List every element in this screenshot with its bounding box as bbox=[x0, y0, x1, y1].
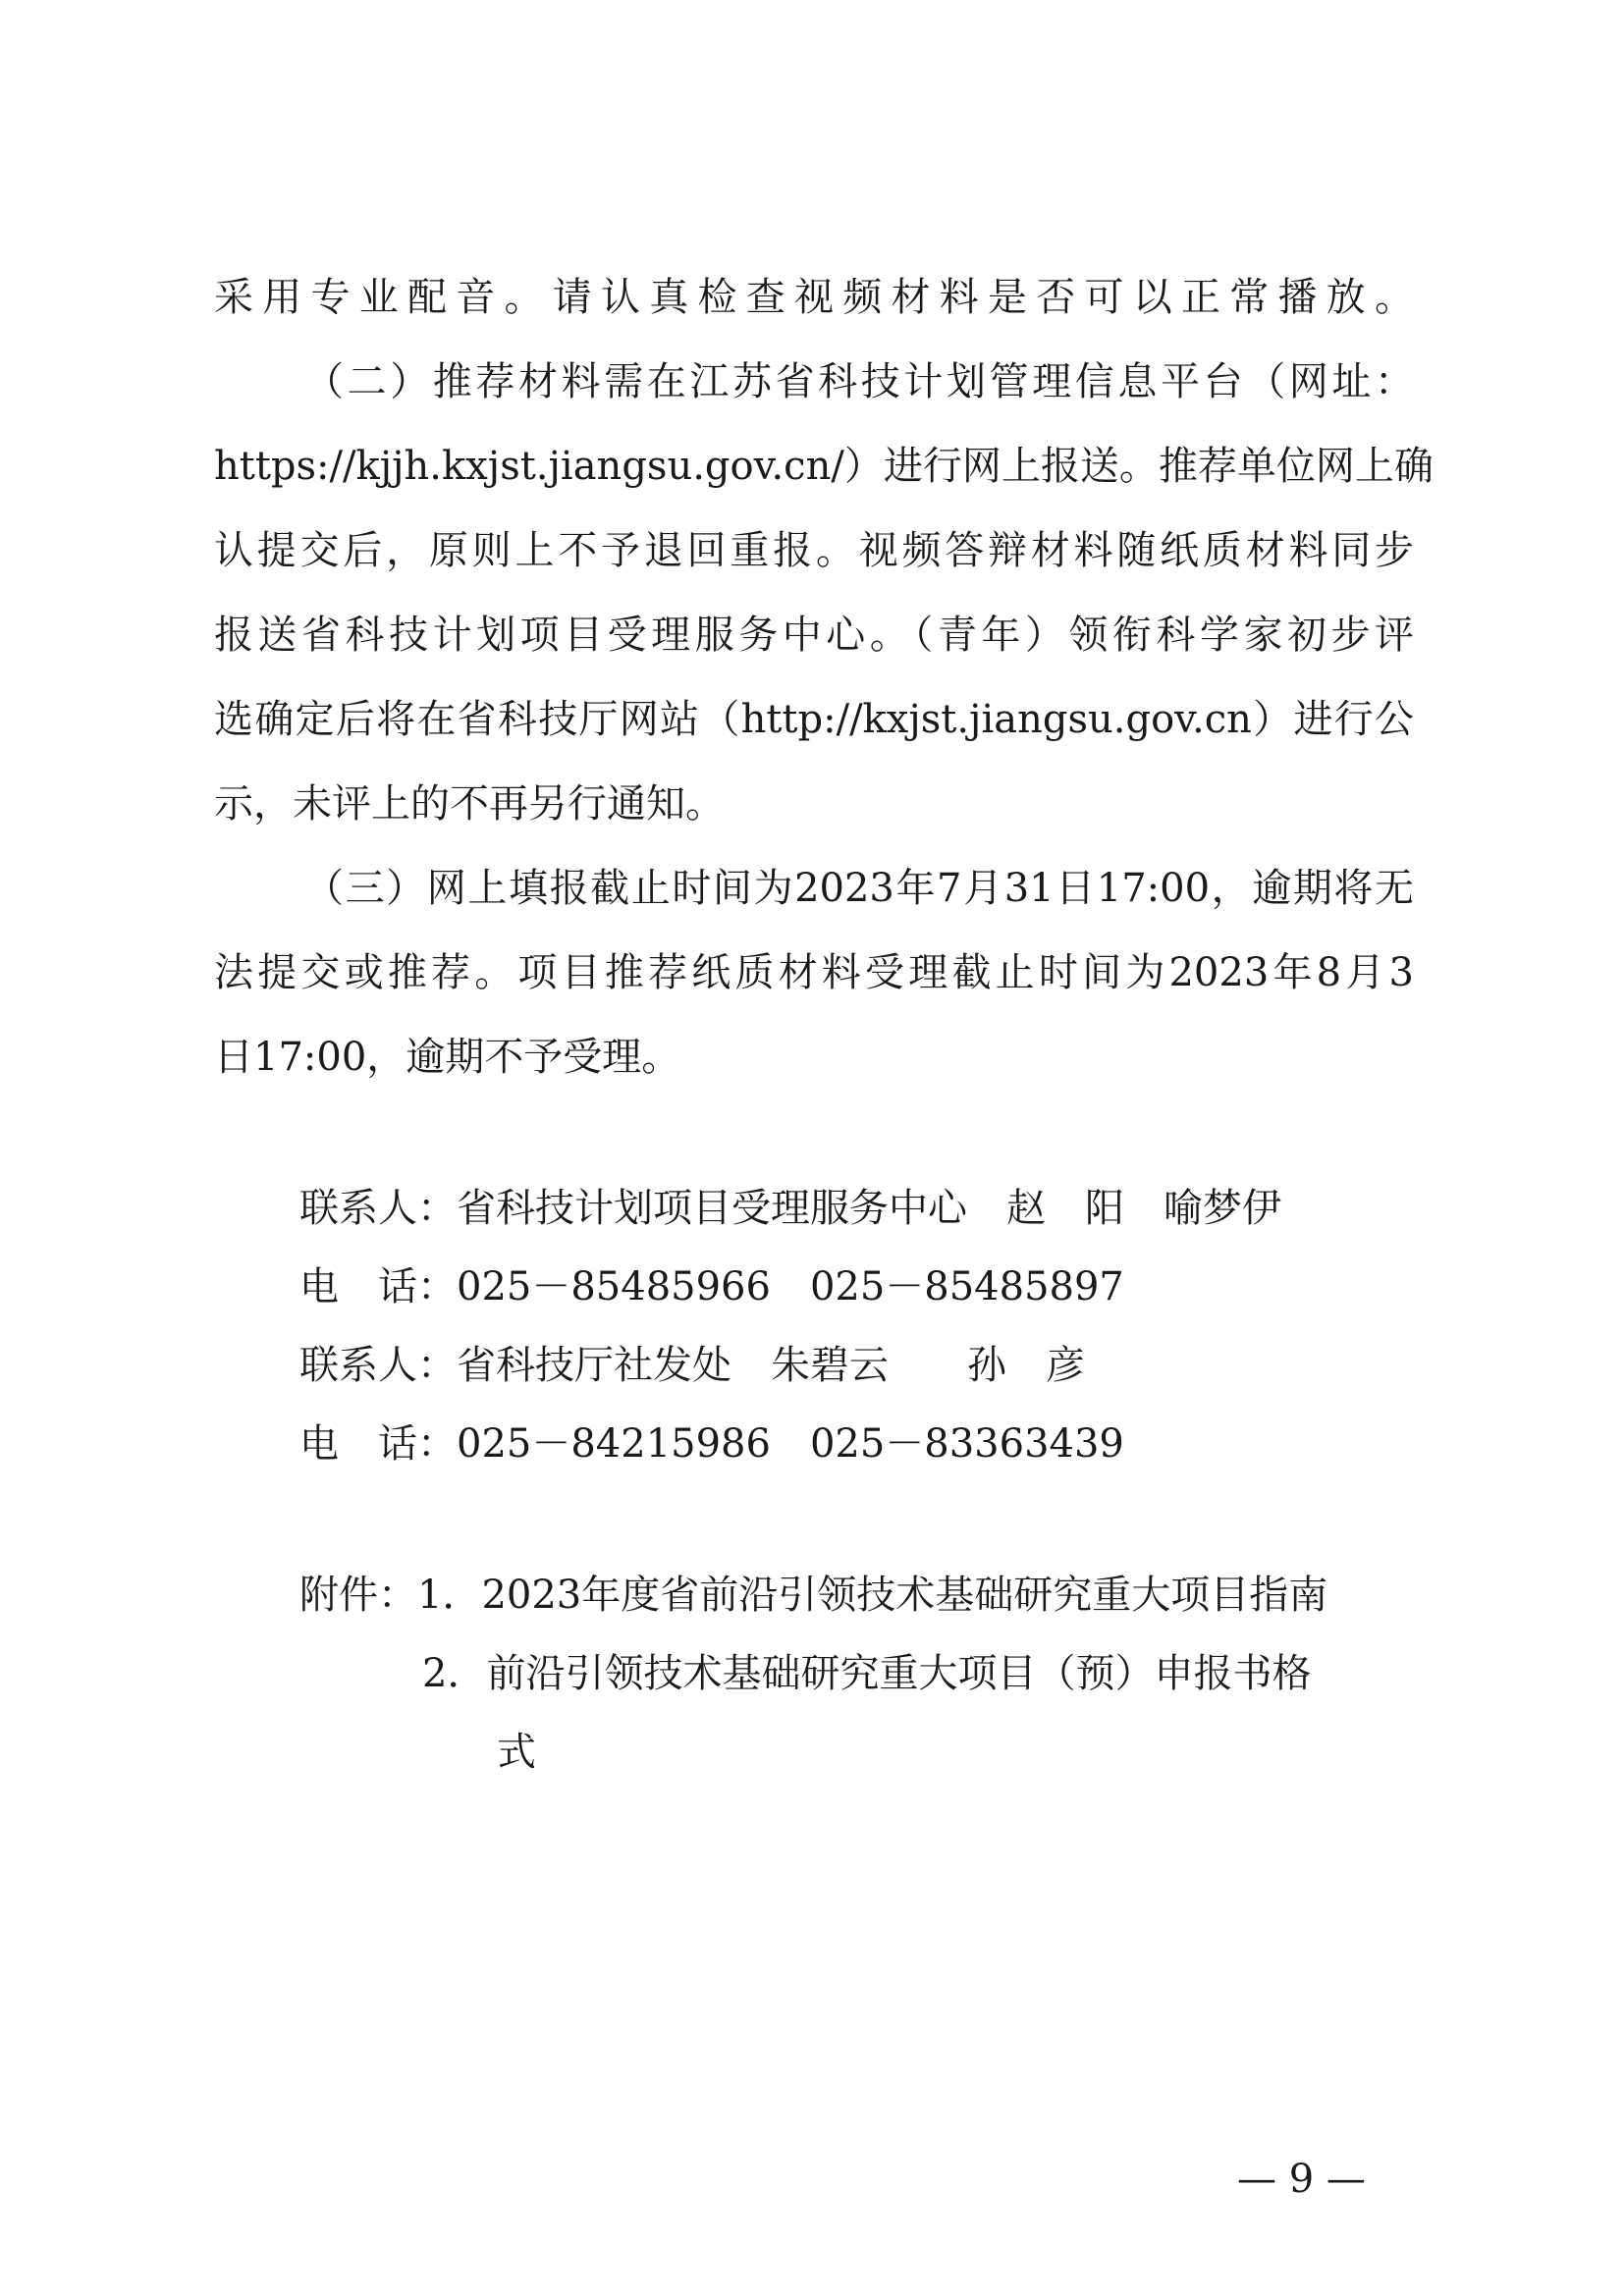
page-number: — 9 — bbox=[1237, 2157, 1366, 2202]
body-line-4: 认提交后，原则上不予退回重报。视频答辩材料随纸质材料同步 bbox=[214, 528, 1414, 573]
attachment-item-2-continued: 式 bbox=[497, 1730, 536, 1775]
body-line-9: 法提交或推荐。项目推荐纸质材料受理截止时间为2023年8月3 bbox=[214, 950, 1414, 995]
body-line-5: 报送省科技计划项目受理服务中心。（青年）领衔科学家初步评 bbox=[214, 613, 1414, 658]
body-line-6: 选确定后将在省科技厅网站（http://kxjst.jiangsu.gov.cn）进行公 bbox=[214, 697, 1414, 742]
contact-phone-2: 电 话：025－84215986 025－83363439 bbox=[299, 1421, 1124, 1467]
attachment-item-1: 附件：1．2023年度省前沿引领技术基础研究重大项目指南 bbox=[299, 1573, 1328, 1618]
contact-person-1: 联系人：省科技计划项目受理服务中心 赵 阳 喻梦伊 bbox=[299, 1186, 1281, 1231]
contact-phone-1: 电 话：025－85485966 025－85485897 bbox=[299, 1264, 1124, 1309]
body-line-1: 采用专业配音。请认真检查视频材料是否可以正常播放。 bbox=[214, 275, 1414, 320]
attachment-item-2: 2．前沿引领技术基础研究重大项目（预）申报书格 bbox=[422, 1651, 1312, 1696]
body-line-2: （二）推荐材料需在江苏省科技计划管理信息平台（网址： bbox=[304, 359, 1414, 404]
body-line-7: 示，未评上的不再另行通知。 bbox=[214, 781, 725, 827]
body-line-8: （三）网上填报截止时间为2023年7月31日17:00，逾期将无 bbox=[304, 866, 1414, 911]
body-line-3: https://kjjh.kxjst.jiangsu.gov.cn/）进行网上报送。推荐单位网上确 bbox=[214, 444, 1434, 489]
contact-person-2: 联系人：省科技厅社发处 朱碧云 孙 彦 bbox=[299, 1343, 1085, 1388]
body-line-10: 日17:00，逾期不予受理。 bbox=[214, 1035, 681, 1080]
